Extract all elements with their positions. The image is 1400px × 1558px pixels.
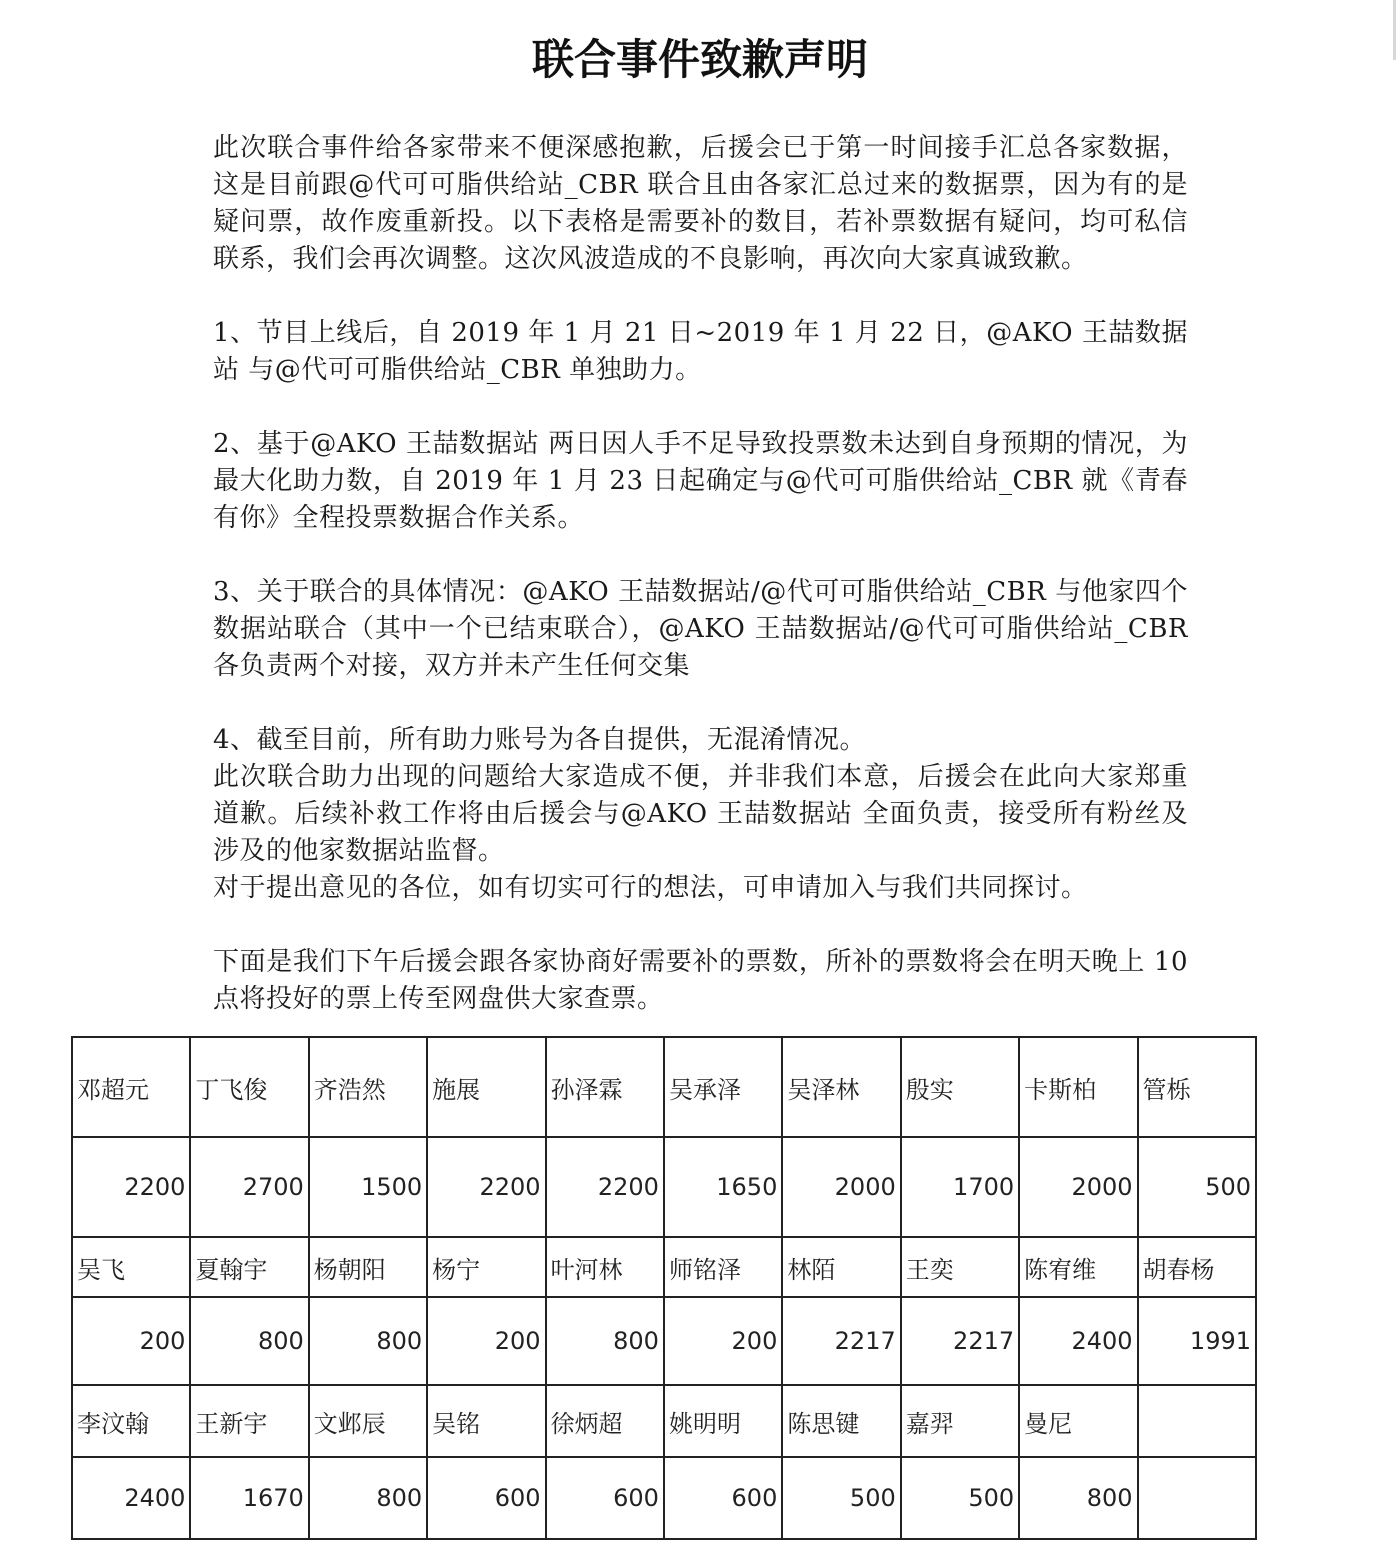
paragraph-item-2: 2、基于@AKO 王喆数据站 两日因人手不足导致投票数未达到自身预期的情况，为最大化助力数，自 2019 年 1 月 23 日起确定与@代可可脂供给站_CBR 就《青春有你》全程投票数据合作关系。 [213,429,1188,533]
paragraph-invitation: 对于提出意见的各位，如有切实可行的想法，可申请加入与我们共同探讨。 [213,873,1088,903]
vote-cell: 2200 [546,1137,664,1237]
name-cell: 吴铭 [427,1385,545,1457]
vote-cell: 1500 [309,1137,427,1237]
vote-cell: 800 [309,1457,427,1539]
name-cell: 李汶翰 [72,1385,190,1457]
name-cell: 施展 [427,1037,545,1137]
name-cell: 齐浩然 [309,1037,427,1137]
name-cell: 姚明明 [664,1385,782,1457]
name-cell: 殷实 [901,1037,1019,1137]
vote-cell: 500 [782,1457,900,1539]
name-cell: 曼尼 [1019,1385,1137,1457]
name-cell: 杨宁 [427,1237,545,1297]
vote-cell: 800 [190,1297,308,1385]
name-cell: 王奕 [901,1237,1019,1297]
name-cell: 孙泽霖 [546,1037,664,1137]
name-cell: 杨朝阳 [309,1237,427,1297]
name-cell: 胡春杨 [1138,1237,1256,1297]
vote-cell: 2700 [190,1137,308,1237]
vote-cell: 600 [427,1457,545,1539]
vote-cell: 800 [309,1297,427,1385]
name-cell: 文邺辰 [309,1385,427,1457]
vote-cell: 600 [546,1457,664,1539]
name-cell: 嘉羿 [901,1385,1019,1457]
vote-cell: 2217 [901,1297,1019,1385]
vote-cell: 1991 [1138,1297,1256,1385]
empty-cell [1138,1457,1256,1539]
vote-cell: 200 [72,1297,190,1385]
name-cell: 陈宥维 [1019,1237,1137,1297]
paragraph-table-intro: 下面是我们下午后援会跟各家协商好需要补的票数，所补的票数将会在明天晚上 10 点将投好的票上传至网盘供大家查票。 [213,947,1188,1014]
paragraph-item-3: 3、关于联合的具体情况：@AKO 王喆数据站/@代可可脂供给站_CBR 与他家四个数据站联合（其中一个已结束联合），@AKO 王喆数据站/@代可可脂供给站_CBR 各负责两个对接，双方并未产生任何交集 [213,577,1188,681]
vote-cell: 2000 [782,1137,900,1237]
table-row-votes [72,1297,1256,1385]
vote-cell: 2200 [427,1137,545,1237]
vote-cell: 200 [427,1297,545,1385]
vote-cell: 2400 [72,1457,190,1539]
name-cell: 徐炳超 [546,1385,664,1457]
vote-cell: 200 [664,1297,782,1385]
paragraph-intro: 此次联合事件给各家带来不便深感抱歉，后援会已于第一时间接手汇总各家数据，这是目前跟@代可可脂供给站_CBR 联合且由各家汇总过来的数据票，因为有的是疑问票，故作废重新投。以下表格是需要补的数目，若补票数据有疑问，均可私信联系，我们会再次调整。这次风波造成的不良影响，再次向大家真诚致歉。 [213,133,1188,274]
vote-cell: 800 [1019,1457,1137,1539]
vote-cell: 1670 [190,1457,308,1539]
page-title: 联合事件致歉声明 [531,35,868,84]
vote-cell: 500 [1138,1137,1256,1237]
vote-cell: 2200 [72,1137,190,1237]
vote-cell: 2400 [1019,1297,1137,1385]
vote-cell: 1700 [901,1137,1019,1237]
table-row-names [72,1237,1256,1297]
name-cell: 王新宇 [190,1385,308,1457]
table-row-votes [72,1457,1256,1539]
name-cell: 林陌 [782,1237,900,1297]
vote-table [71,1036,1257,1540]
paragraph-item-4: 4、截至目前，所有助力账号为各自提供，无混淆情况。 [213,725,867,755]
empty-cell [1138,1385,1256,1457]
name-cell: 卡斯柏 [1019,1037,1137,1137]
table-row-votes [72,1137,1256,1237]
table-row-names [72,1385,1256,1457]
name-cell: 吴飞 [72,1237,190,1297]
vote-cell: 800 [546,1297,664,1385]
statement-body [213,130,1188,1018]
name-cell: 师铭泽 [664,1237,782,1297]
table-row-names [72,1037,1256,1137]
paragraph-apology: 此次联合助力出现的问题给大家造成不便，并非我们本意，后援会在此向大家郑重道歉。后续补救工作将由后援会与@AKO 王喆数据站 全面负责，接受所有粉丝及涉及的他家数据站监督。 [213,762,1188,866]
name-cell: 叶河林 [546,1237,664,1297]
name-cell: 夏翰宇 [190,1237,308,1297]
vote-cell: 500 [901,1457,1019,1539]
name-cell: 吴承泽 [664,1037,782,1137]
name-cell: 邓超元 [72,1037,190,1137]
name-cell: 陈思键 [782,1385,900,1457]
vote-cell: 1650 [664,1137,782,1237]
vote-cell: 600 [664,1457,782,1539]
paragraph-item-1: 1、节目上线后，自 2019 年 1 月 21 日~2019 年 1 月 22 日，@AKO 王喆数据站 与@代可可脂供给站_CBR 单独助力。 [213,318,1188,385]
vote-cell: 2000 [1019,1137,1137,1237]
name-cell: 管栎 [1138,1037,1256,1137]
vote-cell: 2217 [782,1297,900,1385]
name-cell: 丁飞俊 [190,1037,308,1137]
name-cell: 吴泽林 [782,1037,900,1137]
